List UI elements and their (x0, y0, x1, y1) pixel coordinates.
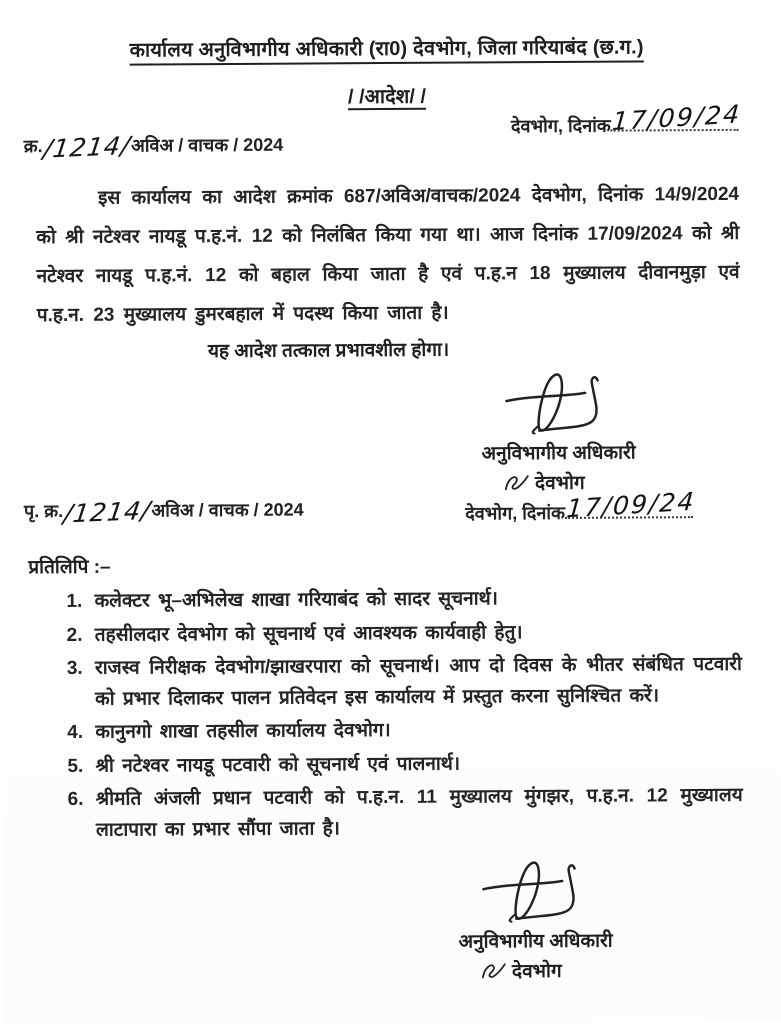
officer-place: देवभोग (511, 960, 562, 983)
list-item: 6. श्रीमति अंजली प्रधान पटवारी को प.ह.न. 11 मुख्यालय मुंगझर, प.ह.न. 12 मुख्यालय लाटापारा का प्रभार सौंपा जाता है। (92, 781, 743, 846)
endorse-ref-suffix: अविअ / वाचक / 2024 (151, 499, 304, 521)
officer-signature-icon (492, 371, 624, 444)
list-item: 5. श्री नटेश्वर नायडू पटवारी को सूचनार्थ एवं पालनार्थ। (91, 747, 742, 781)
sig-handwritten-date: 17/09/24 (565, 486, 697, 524)
signature-block-bottom (395, 858, 676, 984)
date-line-top (510, 99, 743, 138)
sig-date-dotted-line (565, 486, 697, 524)
date-dotted-line (611, 99, 743, 136)
place-row (503, 469, 585, 495)
endorse-ref-handwritten-number: /1214/ (61, 495, 153, 529)
list-item: 3. राजस्व निरीक्षक देवभोग/झाखरपारा को सूचनार्थ। आप दो दिवस के भीतर संबंधित पटवारी को प्रभार दिलाकर पालन प्रतिवेदन इस कार्यालय में प्रस्तुत करना सुनिश्चित करें। (91, 650, 742, 715)
date-label: देवभोग, दिनांक (510, 115, 611, 137)
officer-place: देवभोग (534, 472, 585, 495)
order-body-paragraph: इस कार्यालय का आदेश क्रमांक 687/अविअ/वाचक/2024 देवभोग, दिनांक 14/9/2024 को श्री नटेश्वर नायडू प.ह.नं. 12 को निलंबित किया गया था। आज दिनांक 17/09/2024 को श्री नटेश्वर नायडू प.ह.नं. 12 को बहाल किया जाता है एवं प.ह.न 18 मुख्यालय दीवानमुड़ा एवं प.ह.न. 23 मुख्यालय डुमरबहाल में पदस्थ किया जाता है। (36, 183, 740, 327)
effective-immediately-line: यह आदेश तत्काल प्रभावशील होगा। (207, 339, 450, 363)
handwritten-date: 17/09/24 (611, 99, 743, 136)
initials-scribble-icon (480, 960, 508, 982)
endorse-ref-prefix: पृ. क्र. (23, 501, 64, 522)
ref-date-row (23, 99, 743, 164)
sig-date-label: देवभोग, दिनांक (465, 502, 565, 524)
list-item: 1. कलेक्टर भू–अभिलेख शाखा गरियाबंद को सादर सूचनार्थ। (90, 583, 741, 617)
copy-to-label: प्रतिलिपि :– (28, 556, 111, 579)
order-heading: / /आदेश/ / (347, 85, 427, 109)
ref-prefix: क्र. (23, 136, 43, 157)
ref-handwritten-number: /1214/ (41, 131, 133, 164)
copy-to-list (38, 583, 743, 846)
signature-date-line (465, 486, 697, 525)
officer-designation: अनुविभागीय अधिकारी (458, 930, 613, 953)
office-header-title: कार्यालय अनुविभागीय अधिकारी (रा0) देवभोग, जिला गरियाबंद (छ.ग.) (129, 36, 644, 62)
initials-scribble-icon (503, 472, 531, 494)
place-row (480, 957, 562, 983)
list-item: 2. तहसीलदार देवभोग को सूचनार्थ एवं आवश्यक कार्यवाही हेतु। (91, 616, 742, 650)
list-item: 4. कानुनगो शाखा तहसील कार्यालय देवभोग। (91, 714, 742, 748)
officer-designation: अनुविभागीय अधिकारी (481, 442, 636, 465)
officer-signature-icon (469, 859, 601, 932)
reference-number-line (24, 132, 284, 163)
ref-suffix: अविअ / वाचक / 2024 (130, 134, 284, 156)
